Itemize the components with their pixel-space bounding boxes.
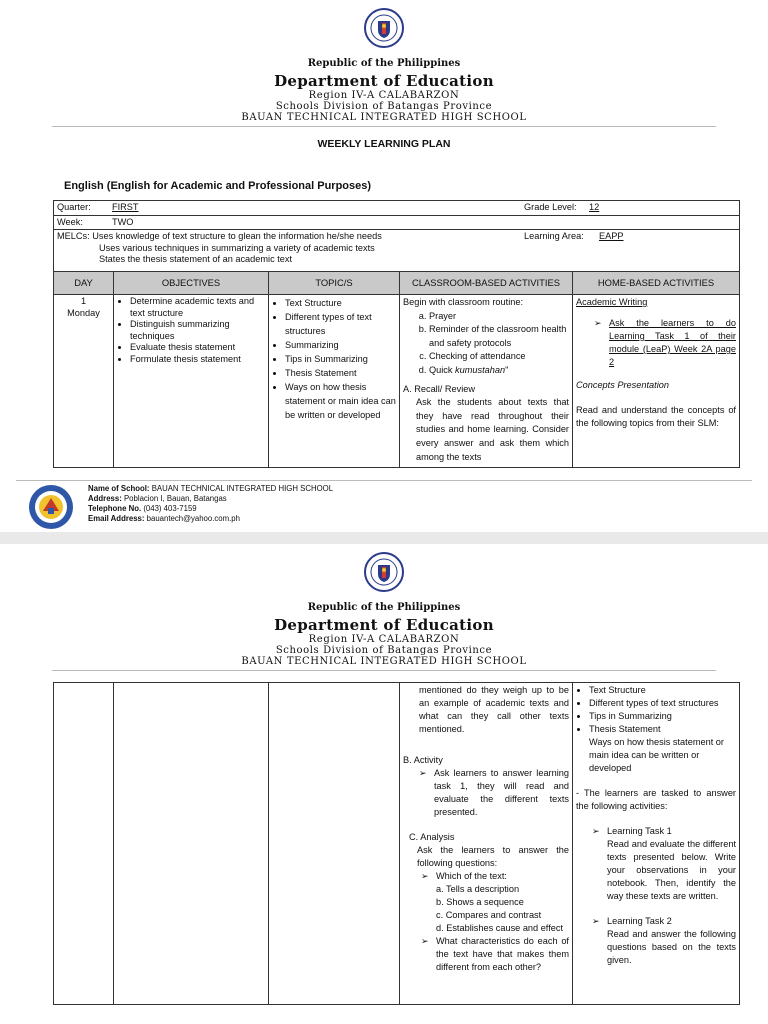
- analysis-heading: C. Analysis: [409, 832, 455, 842]
- melc-2: Uses various techniques in summarizing a variety of academic texts: [99, 242, 375, 253]
- department-title: Department of Education: [274, 72, 494, 90]
- question-option: c. Compares and contrast: [436, 910, 542, 920]
- page-2: [0, 544, 768, 1024]
- routine-intro: Begin with classroom routine:: [403, 297, 524, 307]
- school-name: BAUAN TECHNICAL INTEGRATED HIGH SCHOOL: [151, 484, 334, 493]
- phone-label: Telephone No.: [88, 504, 142, 513]
- home-heading: Academic Writing: [576, 297, 648, 307]
- topic-item: • Text Structure: [285, 296, 396, 310]
- task-1-text: Read and evaluate the different texts presented below. Write your observations in your notebook. Then, identify the way these texts are written.: [607, 839, 736, 901]
- quarter-label: Quarter:: [57, 202, 91, 212]
- question-option: a. Tells a description: [436, 884, 520, 894]
- deped-seal-icon: [364, 552, 404, 592]
- activity-text: ➢ Ask learners to answer learning task 1, they will read and evaluate the different texts presented.: [419, 767, 569, 819]
- header-divider: [52, 126, 716, 127]
- topic-item: • Different types of text structures: [285, 310, 396, 338]
- col-home: HOME-BASED ACTIVITIES: [573, 272, 740, 295]
- home-cell: [573, 295, 740, 468]
- plan-title: WEEKLY LEARNING PLAN: [317, 138, 451, 150]
- task-1-heading: ➢ Learning Task 1: [592, 825, 736, 838]
- analysis-text: Ask the learners to answer the following questions:: [417, 845, 569, 868]
- recall-text: Ask the students about texts that they have read throughout their studies and home learning. Consider every answer and ask them which among the texts: [416, 397, 569, 462]
- grade-label: Grade Level:: [524, 202, 577, 212]
- school-text: BAUAN TECHNICAL INTEGRATED HIGH SCHOOL: [241, 112, 527, 123]
- republic-text: Republic of the Philippines: [307, 602, 461, 613]
- division-text: Schools Division of Batangas Province: [275, 645, 493, 656]
- week-value: TWO: [112, 216, 134, 227]
- home-topic-item: • Text Structure: [589, 684, 736, 697]
- region-text: Region IV-A CALABARZON: [308, 90, 460, 101]
- col-topics: TOPIC/S: [269, 272, 400, 295]
- email-link[interactable]: bauantech@yahoo.com.ph: [146, 514, 240, 523]
- topic-item: • Summarizing: [285, 338, 396, 352]
- home-task: ➢ Ask the learners to do Learning Task 1 of their module (LeaP) Week 2A page 2: [594, 317, 736, 369]
- routine-item: c. Checking of attendance: [429, 350, 569, 364]
- topic-item: • Tips in Summarizing: [285, 352, 396, 366]
- day-cell: [54, 295, 114, 468]
- quick-kumustahan: kumustahan: [455, 364, 506, 375]
- question-1: ➢ Which of the text:: [421, 870, 569, 883]
- routine-item: a. Prayer: [429, 310, 569, 324]
- deped-seal-icon: [364, 8, 404, 48]
- objective-item: • Evaluate thesis statement: [130, 342, 265, 354]
- read-text: Read and understand the concepts of the following topics from their SLM:: [576, 405, 736, 428]
- republic-text: Republic of the Philippines: [307, 58, 461, 69]
- question-option: b. Shows a sequence: [436, 897, 524, 907]
- grade-value: 12: [589, 202, 600, 212]
- school-text: BAUAN TECHNICAL INTEGRATED HIGH SCHOOL: [241, 656, 527, 667]
- home-topic-item: • Different types of text structures: [589, 697, 736, 710]
- area-label: Learning Area:: [524, 231, 584, 241]
- school-name-label: Name of School:: [88, 484, 150, 493]
- home-cell: [573, 683, 740, 1005]
- task-2-text: Read and answer the following questions based on the texts given.: [607, 929, 736, 965]
- plan-table-continued: [53, 682, 740, 1005]
- topics-cell: [269, 683, 400, 1005]
- email-label: Email Address:: [88, 514, 145, 523]
- question-option: d. Establishes cause and effect: [436, 923, 564, 933]
- department-title: Department of Education: [274, 616, 494, 634]
- col-classroom: CLASSROOM-BASED ACTIVITIES: [400, 272, 573, 295]
- recall-continued: mentioned do they weigh up to be an example of academic texts and what can they call other texts mentioned.: [419, 685, 569, 734]
- home-ways: Ways on how thesis statement or main idea can be written or developed: [589, 737, 724, 773]
- division-text: Schools Division of Batangas Province: [275, 101, 493, 112]
- address-label: Address:: [88, 494, 122, 503]
- concepts-heading: Concepts Presentation: [576, 380, 669, 390]
- task-2-heading: ➢ Learning Task 2: [592, 915, 736, 928]
- home-tasked: - The learners are tasked to answer the following activities:: [576, 788, 736, 811]
- quarter-value: FIRST: [112, 202, 139, 212]
- address: Poblacion I, Bauan, Batangas: [123, 494, 227, 503]
- question-2: ➢ What characteristics do each of the text have that makes them different from each other?: [421, 935, 569, 974]
- header-divider: [52, 670, 716, 671]
- topic-item: • Ways on how thesis statement or main idea can be written or developed: [285, 380, 396, 422]
- melc-3: States the thesis statement of an academic text: [99, 254, 293, 264]
- phone: (043) 403-7159: [143, 504, 197, 513]
- routine-item: b. Reminder of the classroom health and safety protocols: [429, 323, 569, 350]
- col-day: DAY: [54, 272, 114, 295]
- info-table: [53, 200, 740, 275]
- plan-table: [53, 271, 740, 468]
- school-logo-icon: [28, 484, 74, 530]
- day-number: 1: [80, 296, 87, 306]
- recall-heading: A. Recall/ Review: [403, 383, 475, 394]
- classroom-cell: [400, 295, 573, 468]
- footer-text: [88, 484, 333, 524]
- region-text: Region IV-A CALABARZON: [308, 634, 460, 645]
- area-value: EAPP: [599, 231, 624, 241]
- activity-heading: B. Activity: [403, 755, 443, 765]
- col-objectives: OBJECTIVES: [114, 272, 269, 295]
- classroom-cell: [400, 683, 573, 1005]
- home-topic-item: • Thesis Statement: [589, 723, 736, 736]
- routine-item: d. Quick kumustahan": [429, 364, 569, 378]
- day-cell: [54, 683, 114, 1005]
- home-topic-item: • Tips in Summarizing: [589, 710, 736, 723]
- objective-item: • Determine academic texts and text structure: [130, 296, 265, 319]
- melc-1: Uses knowledge of text structure to glean the information he/she needs: [92, 231, 382, 241]
- objective-item: • Formulate thesis statement: [130, 354, 265, 366]
- objectives-cell: [114, 295, 269, 468]
- objective-item: • Distinguish summarizing techniques: [130, 319, 265, 342]
- footer: [0, 478, 768, 532]
- week-label: Week:: [57, 216, 83, 227]
- subject-title: English (English for Academic and Professional Purposes): [64, 180, 372, 192]
- melcs-label: MELCs:: [57, 231, 90, 241]
- topic-item: • Thesis Statement: [285, 366, 396, 380]
- objectives-cell: [114, 683, 269, 1005]
- topics-cell: [269, 295, 400, 468]
- day-name: Monday: [67, 307, 100, 318]
